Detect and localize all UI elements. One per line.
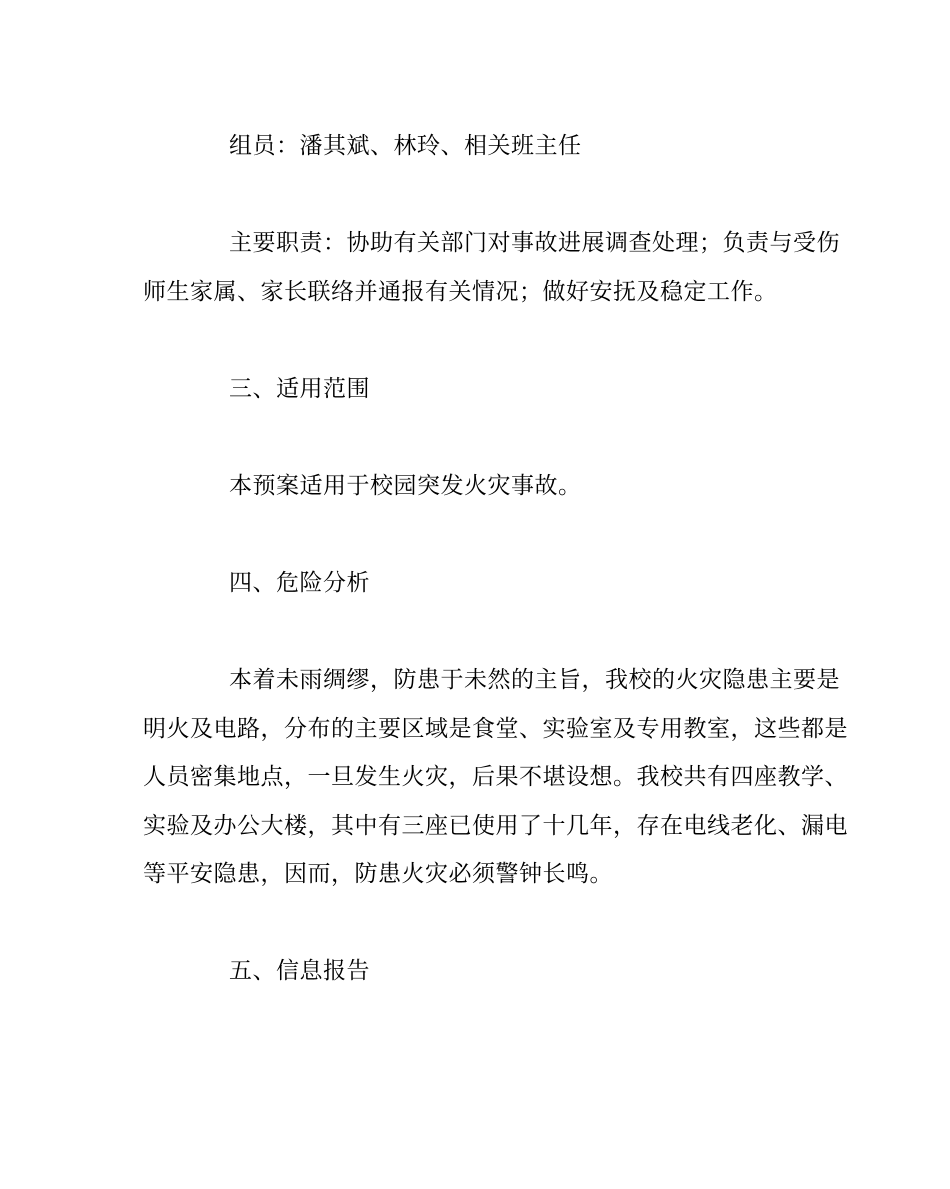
analysis-line-4: 实验及办公大楼，其中有三座已使用了十几年，存在电线老化、漏电 <box>143 813 848 839</box>
analysis-line-5: 等平安隐患，因而，防患火灾必须警钟长鸣。 <box>143 861 613 887</box>
section-3-body: 本预案适用于校园突发火灾事故。 <box>229 473 582 499</box>
analysis-line-3: 人员密集地点，一旦发生火灾，后果不堪设想。我校共有四座教学、 <box>143 764 848 790</box>
analysis-line-1: 本着未雨绸缪，防患于未然的主旨，我校的火灾隐患主要是 <box>229 667 840 693</box>
section-3-heading: 三、适用范围 <box>229 376 370 402</box>
section-5-heading: 五、信息报告 <box>229 958 370 984</box>
section-4-heading: 四、危险分析 <box>229 570 370 596</box>
members-line: 组员：潘其斌、林玲、相关班主任 <box>229 133 582 159</box>
analysis-line-2: 明火及电路，分布的主要区域是食堂、实验室及专用教室，这些都是 <box>143 716 848 742</box>
duty-line-1: 主要职责：协助有关部门对事故进展调查处理；负责与受伤 <box>229 230 840 256</box>
duty-line-2: 师生家属、家长联络并通报有关情况；做好安抚及稳定工作。 <box>143 279 778 305</box>
